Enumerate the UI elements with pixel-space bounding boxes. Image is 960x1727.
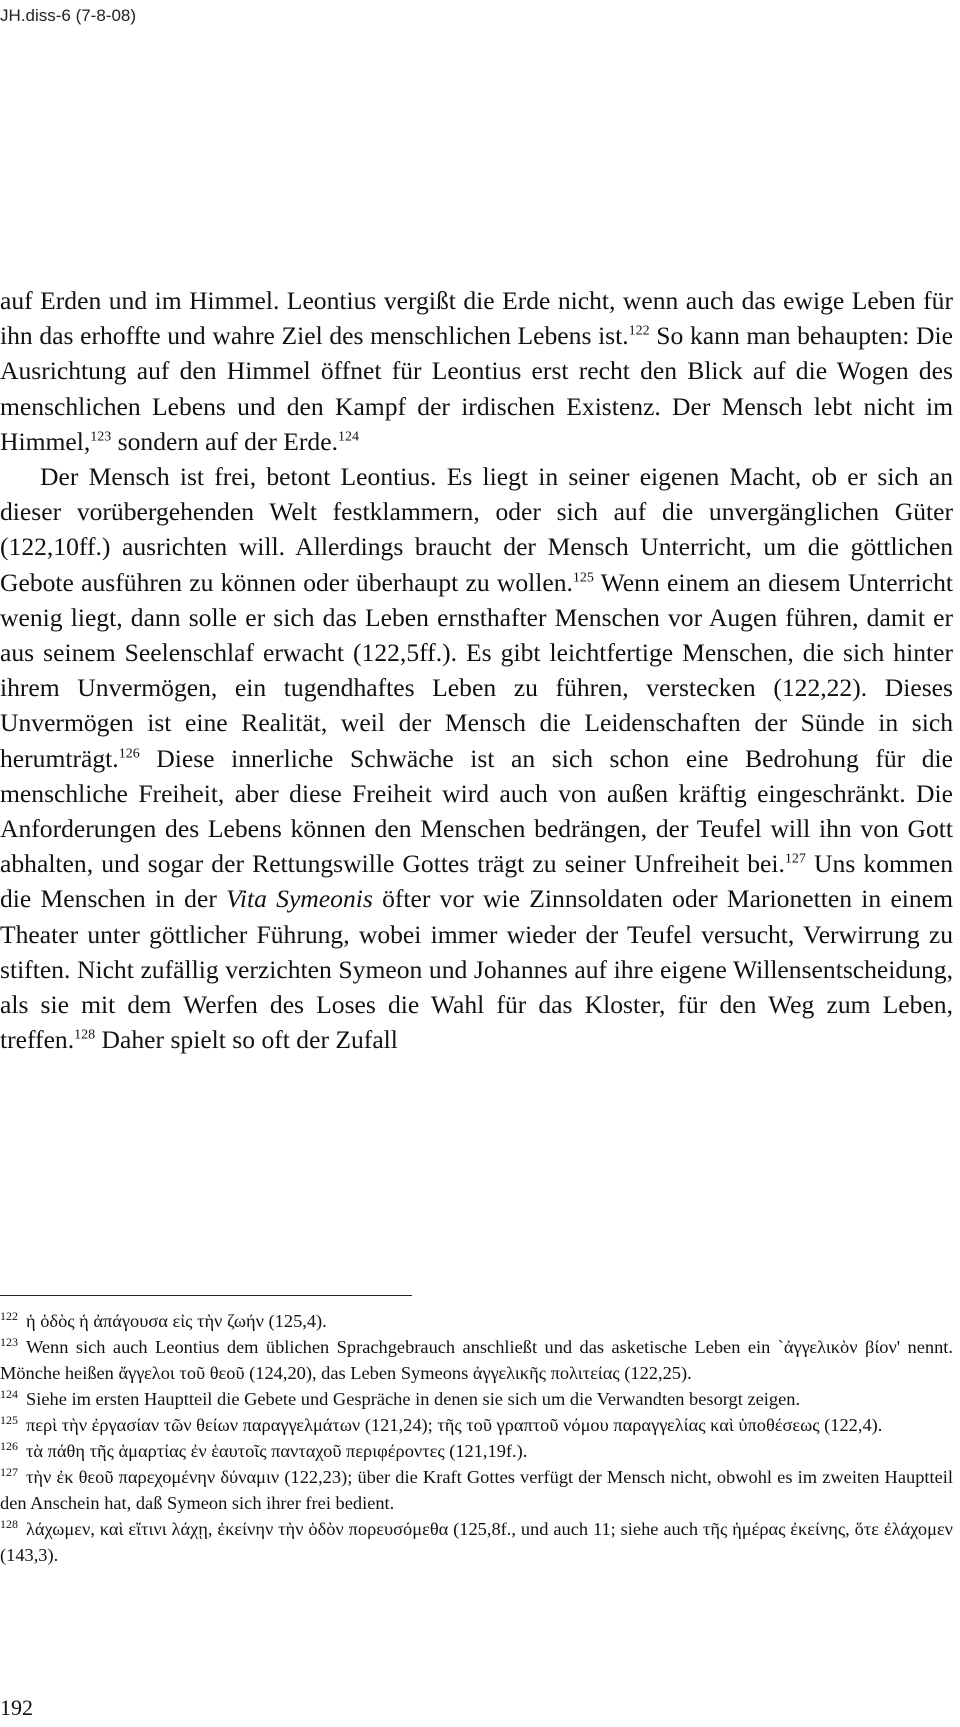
footnote-number: 123 <box>0 1334 18 1349</box>
footnote-text: τὴν ἐκ θεοῦ παρεχομένην δύναμιν (122,23); über die Kraft Gottes verfügt der Mensch nicht, obwohl es im zweiten Hauptteil den Anschein hat, daß Symeon sich ihrer frei bedient. <box>0 1467 953 1513</box>
footnote-text: Siehe im ersten Hauptteil die Gebete und Gespräche in denen sie sich um die Verwandten besorgt zeigen. <box>26 1389 801 1409</box>
text-segment: Der Mensch ist frei, betont Leontius. Es liegt in seiner eigenen Macht, ob er sich an dieser vorübergehenden Welt festklammern, oder sich auf die unvergänglichen Güter (122,10ff.) ausrichten will. Allerdings braucht der Mensch Unterricht, um die göttlichen Gebote ausführen zu können oder überhaupt zu wollen. <box>0 462 953 597</box>
footnotes <box>0 1308 953 1568</box>
footnote-ref-125[interactable]: 125 <box>572 570 594 586</box>
footnote-ref-128[interactable]: 128 <box>74 1027 96 1043</box>
footnote-number: 127 <box>0 1464 18 1479</box>
text-segment: Daher spielt so oft der Zufall <box>95 1025 398 1055</box>
footnote-text: λάχωμεν, καὶ εἴτινι λάχῃ, ἐκείνην τὴν ὁδὸν πορευσόμεθα (125,8f., und auch 11; siehe auch τῆς ἡμέρας ἐκείνης, ὅτε ἐλάχομεν (143,3). <box>0 1519 953 1565</box>
text-segment: sondern auf der Erde. <box>111 426 338 456</box>
footnote-separator <box>0 1295 412 1296</box>
footnote-text: ἡ ὁδὸς ἡ ἀπάγουσα εἰς τὴν ζωήν (125,4). <box>26 1311 327 1331</box>
work-title: Vita Symeonis <box>226 884 373 914</box>
paragraph-2 <box>0 459 953 1057</box>
page-number: 192 <box>0 1695 33 1720</box>
footnote-number: 125 <box>0 1412 18 1427</box>
footnote-number: 126 <box>0 1438 18 1453</box>
footnote-128 <box>0 1516 953 1568</box>
footnote-122 <box>0 1308 953 1334</box>
text-segment: auf Erden und im Himmel. Leontius vergißt die Erde nicht, wenn auch das ewige Leben für ihn das erhoffte und wahre Ziel des menschlichen Lebens ist. <box>0 286 953 351</box>
footnote-123 <box>0 1334 953 1386</box>
footnote-number: 128 <box>0 1516 18 1531</box>
text-segment: So kann man behaupten: Die Ausrichtung auf den Himmel öffnet für Leontius erst recht den Blick auf die Wogen des menschlichen Lebens und den Kampf der irdischen Existenz. Der Mensch lebt nicht im Himmel, <box>0 321 953 456</box>
text-segment: Wenn einem an diesem Unterricht wenig liegt, dann solle er sich das Leben ernsthafter Menschen vor Augen führen, damit er aus seinem Seelenschlaf erwacht (122,5ff.). Es gibt leichtfertige Menschen, die sich hinter ihrem Unvermögen, ein tugendhaftes Leben zu führen, verstecken (122,22). Dieses Unvermögen ist eine Realität, weil der Mensch die Leidenschaften der Sünde in sich herumträgt. <box>0 567 953 773</box>
footnote-ref-123[interactable]: 123 <box>90 429 112 445</box>
text-segment: öfter vor wie Zinnsoldaten oder Marionetten in einem Theater unter göttlicher Führung, wobei immer wieder der Teufel versucht, Verwirrung zu stiften. Nicht zufällig verzichten Symeon und Johannes auf ihre eigene Willensentscheidung, als sie mit dem Werfen des Loses die Wahl für das Kloster, für den Weg zum Leben, treffen. <box>0 884 953 1055</box>
paragraph-1 <box>0 283 953 459</box>
footnote-ref-122[interactable]: 122 <box>628 323 650 339</box>
footnote-text: Wenn sich auch Leontius dem üblichen Sprachgebrauch anschließt und das asketische Leben ein `ἀγγελικὸν βίον' nennt. Mönche heißen ἄγγελοι τοῦ θεοῦ (124,20), das Leben Symeons ἀγγελικῆς πολιτείας (122,25). <box>0 1337 953 1383</box>
text-segment: Uns kommen die Menschen in der <box>0 849 953 914</box>
footnote-number: 124 <box>0 1386 18 1401</box>
main-text <box>0 283 953 1057</box>
text-segment: Diese innerliche Schwäche ist an sich schon eine Bedrohung für die menschliche Freiheit, aber diese Freiheit wird auch von außen kräftig eingeschränkt. Die Anforderungen des Lebens können den Menschen bedrängen, der Teufel will ihn von Gott abhalten, und sogar der Rettungswille Gottes trägt zu seiner Unfreiheit bei. <box>0 743 953 879</box>
footnote-126 <box>0 1438 953 1464</box>
footnote-ref-126[interactable]: 126 <box>118 746 140 762</box>
footnote-number: 122 <box>0 1308 18 1323</box>
footnote-text: περὶ τὴν ἐργασίαν τῶν θείων παραγγελμάτων (121,24); τῆς τοῦ γραπτοῦ νόμου παραγγελίας καὶ ὑποθέσεως (122,4). <box>26 1415 883 1435</box>
footnote-125 <box>0 1412 953 1438</box>
footnote-ref-124[interactable]: 124 <box>337 429 359 445</box>
footnote-127 <box>0 1464 953 1516</box>
footnote-ref-127[interactable]: 127 <box>784 851 806 867</box>
footnote-text: τὰ πάθη τῆς ἁμαρτίας ἐν ἑαυτοῖς πανταχοῦ περιφέροντες (121,19f.). <box>26 1441 528 1461</box>
running-head: JH.diss-6 (7-8-08) <box>0 6 137 25</box>
footnote-124 <box>0 1386 953 1412</box>
